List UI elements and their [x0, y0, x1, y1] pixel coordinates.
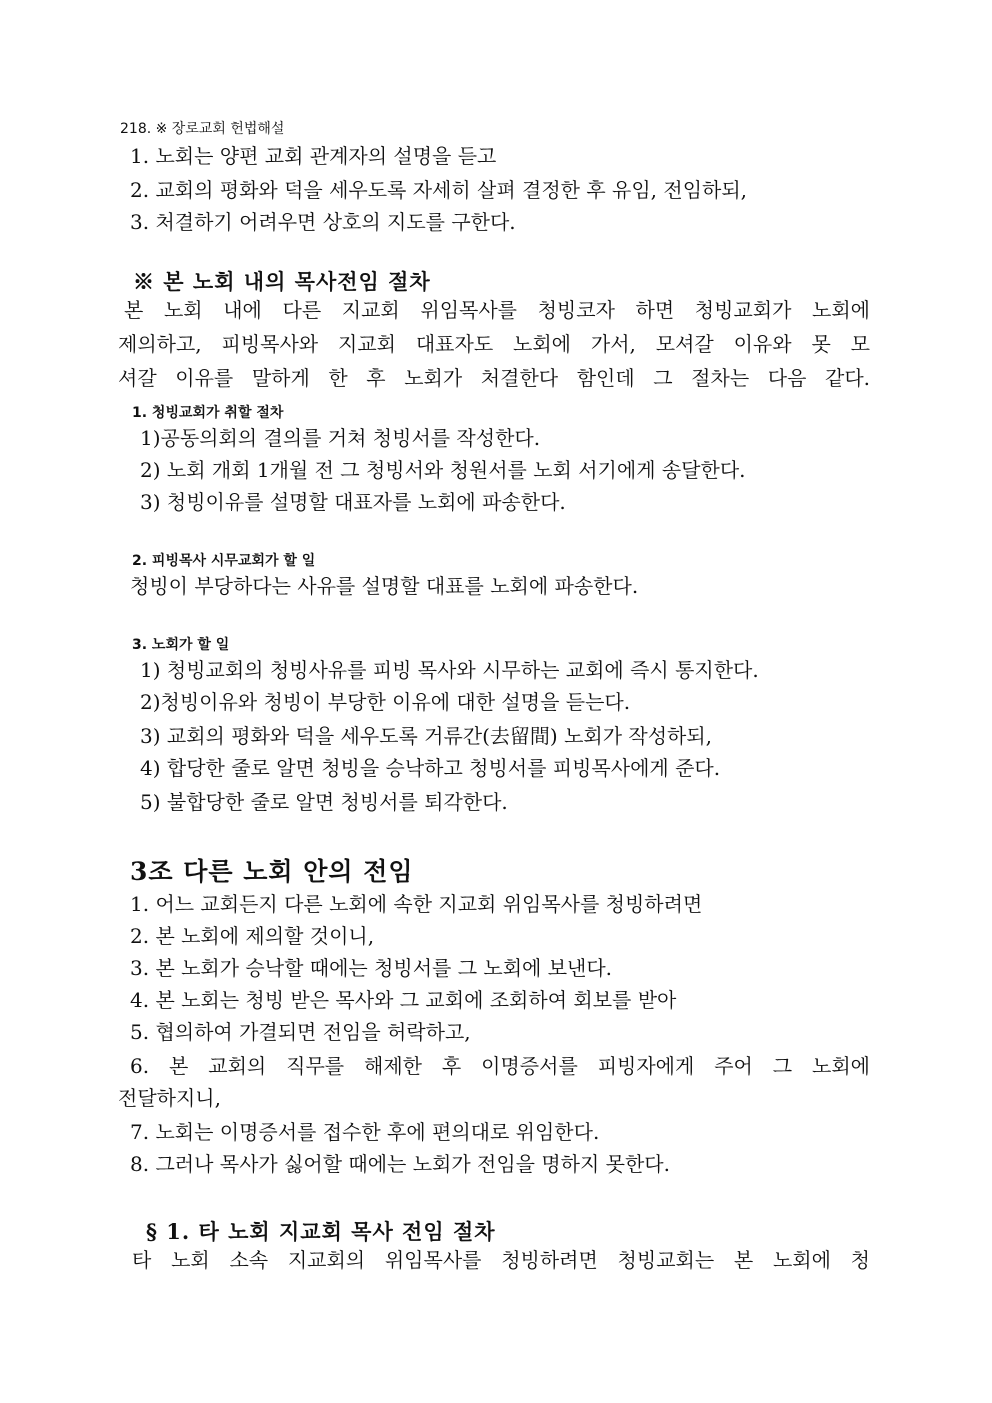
- intro-item: 2. 교회의 평화와 덕을 세우도록 자세히 살펴 결정한 후 유임, 전임하되,: [130, 178, 748, 202]
- paragraph-line: 타 노회 소속 지교회의 위임목사를 청빙하려면 청빙교회는 본 노회에 청: [132, 1248, 870, 1272]
- list-item: 3. 본 노회가 승낙할 때에는 청빙서를 그 노회에 보낸다.: [130, 956, 613, 980]
- list-item: 1. 어느 교회든지 다른 노회에 속한 지교회 위임목사를 청빙하려면: [130, 892, 703, 916]
- paragraph-line: 본 노회 내에 다른 지교회 위임목사를 청빙코자 하면 청빙교회가 노회에: [124, 298, 870, 322]
- list-item: 7. 노회는 이명증서를 접수한 후에 편의대로 위임한다.: [130, 1120, 600, 1144]
- subsection-heading: 3. 노회가 할 일: [132, 637, 230, 653]
- list-item: 6. 본 교회의 직무를 해제한 후 이명증서를 피빙자에게 주어 그 노회에: [130, 1054, 870, 1078]
- list-item: 4. 본 노회는 청빙 받은 목사와 그 교회에 조회하여 회보를 받아: [130, 988, 677, 1012]
- list-item: 5) 불합당한 줄로 알면 청빙서를 퇴각한다.: [140, 790, 508, 814]
- page-header: 218. ※ 장로교회 헌법해설: [120, 121, 285, 137]
- section-heading: § 1. 타 노회 지교회 목사 전임 절차: [146, 1219, 496, 1244]
- intro-item: 3. 처결하기 어려우면 상호의 지도를 구한다.: [130, 210, 516, 234]
- list-item: 5. 협의하여 가결되면 전임을 허락하고,: [130, 1020, 471, 1044]
- list-item: 1) 청빙교회의 청빙사유를 피빙 목사와 시무하는 교회에 즉시 통지한다.: [140, 658, 759, 682]
- list-item: 2)청빙이유와 청빙이 부당한 이유에 대한 설명을 듣는다.: [140, 690, 631, 714]
- subsection-heading: 1. 청빙교회가 취할 절차: [132, 405, 284, 421]
- article-heading: 3조 다른 노회 안의 전임: [130, 857, 414, 886]
- list-item: 2. 본 노회에 제의할 것이니,: [130, 924, 375, 948]
- list-item: 2) 노회 개회 1개월 전 그 청빙서와 청원서를 노회 서기에게 송달한다.: [140, 458, 746, 482]
- subsection-heading: 2. 피빙목사 시무교회가 할 일: [132, 553, 316, 569]
- list-item: 3) 청빙이유를 설명할 대표자를 노회에 파송한다.: [140, 490, 566, 514]
- intro-item: 1. 노회는 양편 교회 관계자의 설명을 듣고: [130, 144, 497, 168]
- list-item-continuation: 전달하지니,: [118, 1086, 221, 1110]
- list-item: 8. 그러나 목사가 싫어할 때에는 노회가 전임을 명하지 못한다.: [130, 1152, 670, 1176]
- section-heading: ※ 본 노회 내의 목사전임 절차: [133, 269, 431, 294]
- paragraph-line: 청빙이 부당하다는 사유를 설명할 대표를 노회에 파송한다.: [130, 574, 639, 598]
- list-item: 4) 합당한 줄로 알면 청빙을 승낙하고 청빙서를 피빙목사에게 준다.: [140, 756, 721, 780]
- paragraph-line: 셔갈 이유를 말하게 한 후 노회가 처결한다 함인데 그 절차는 다음 같다.: [118, 366, 870, 390]
- paragraph-line: 제의하고, 피빙목사와 지교회 대표자도 노회에 가서, 모셔갈 이유와 못 모: [118, 332, 870, 356]
- list-item: 3) 교회의 평화와 덕을 세우도록 거류간(去留間) 노회가 작성하되,: [140, 724, 713, 748]
- list-item: 1)공동의회의 결의를 거쳐 청빙서를 작성한다.: [140, 426, 541, 450]
